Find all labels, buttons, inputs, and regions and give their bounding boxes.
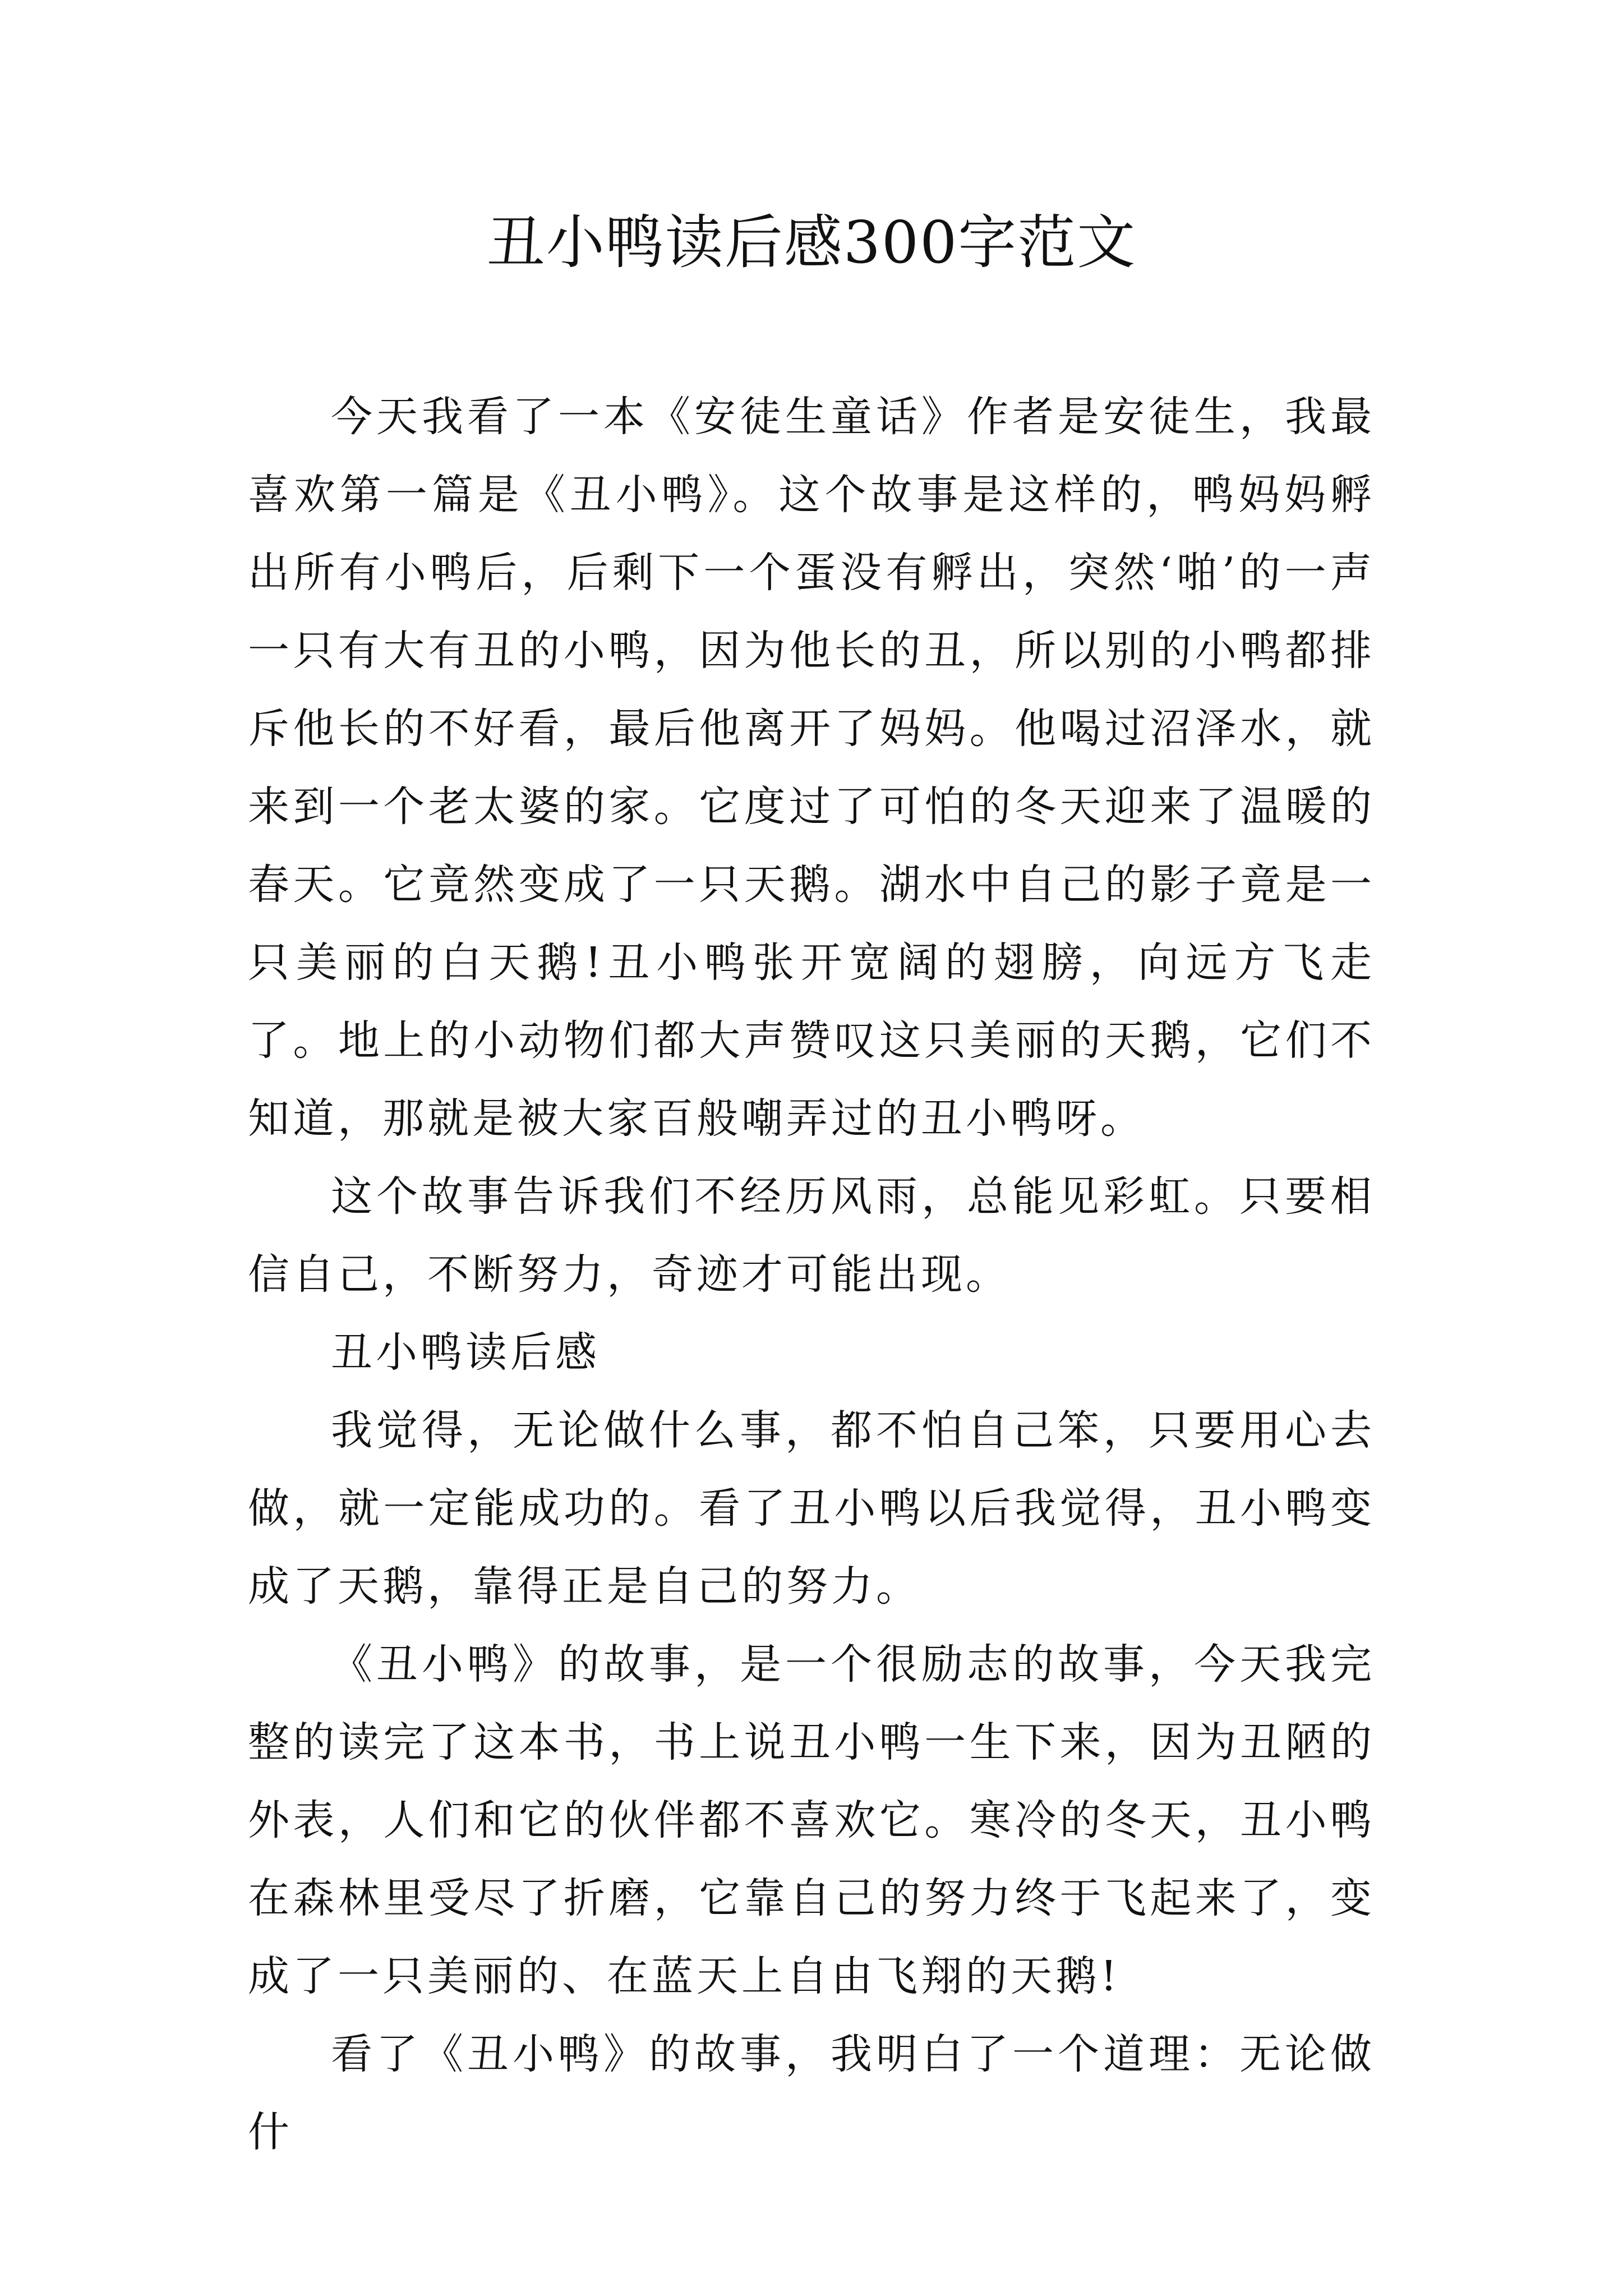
paragraph-4: 我觉得，无论做什么事，都不怕自己笨，只要用心去做，就一定能成功的。看了丑小鸭以后我觉得，丑小鸭变成了天鹅，靠得正是自己的努力。 [248, 1406, 1375, 1611]
document-body [248, 378, 1375, 2171]
paragraph-1: 今天我看了一本《安徒生童话》作者是安徒生，我最喜欢第一篇是《丑小鸭》。这个故事是这样的，鸭妈妈孵出所有小鸭后，后剩下一个蛋没有孵出，突然‘啪’的一声一只有大有丑的小鸭，因为他长的丑，所以别的小鸭都排斥他长的不好看，最后他离开了妈妈。他喝过沼泽水，就来到一个老太婆的家。它度过了可怕的冬天迎来了温暖的春天。它竟然变成了一只天鹅。湖水中自己的影子竟是一只美丽的白天鹅!丑小鸭张开宽阔的翅膀，向远方飞走了。地上的小动物们都大声赞叹这只美丽的天鹅，它们不知道，那就是被大家百般嘲弄过的丑小鸭呀。 [248, 393, 1375, 1143]
paragraph-5: 《丑小鸭》的故事，是一个很励志的故事，今天我完整的读完了这本书，书上说丑小鸭一生下来，因为丑陋的外表，人们和它的伙伴都不喜欢它。寒冷的冬天，丑小鸭在森林里受尽了折磨，它靠自己的努力终于飞起来了，变成了一只美丽的、在蓝天上自由飞翔的天鹅! [248, 1640, 1375, 2000]
paragraph-6: 看了《丑小鸭》的故事，我明白了一个道理：无论做什 [248, 2030, 1375, 2156]
paragraph-2: 这个故事告诉我们不经历风雨，总能见彩虹。只要相信自己，不断努力，奇迹才可能出现。 [248, 1172, 1375, 1299]
document-title: 丑小鸭读后感300字范文 [486, 208, 1137, 277]
paragraph-3-subheading: 丑小鸭读后感 [331, 1328, 600, 1377]
